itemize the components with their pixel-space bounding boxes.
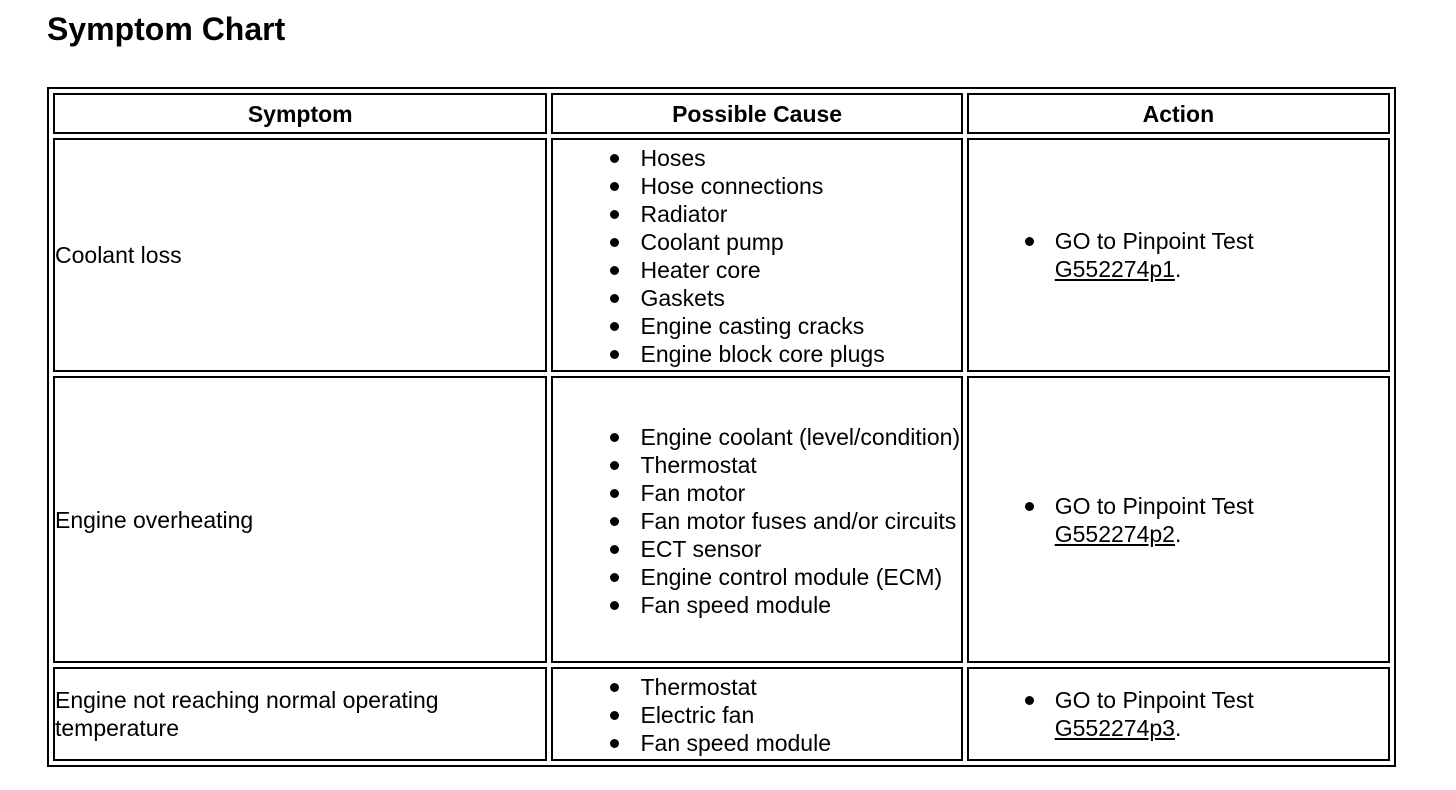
action-text: GO to Pinpoint Test [1054, 687, 1254, 713]
list-item: Fan speed module [553, 729, 960, 757]
list-item: Heater core [553, 256, 960, 284]
action-cell [967, 376, 1390, 663]
list-item: Gaskets [553, 284, 960, 312]
list-item: Fan speed module [553, 591, 960, 619]
list-item: Engine coolant (level/condition) [553, 423, 960, 451]
list-item: Engine block core plugs [553, 340, 960, 368]
action-cell [967, 138, 1390, 372]
action-text: GO to Pinpoint Test [1054, 492, 1254, 519]
action-item [969, 686, 1388, 742]
symptom-cell: Coolant loss [53, 138, 547, 372]
symptom-chart-table-wrapper [47, 87, 1396, 767]
pinpoint-test-link[interactable]: G552274p2 [1054, 520, 1175, 547]
action-suffix: . [1174, 256, 1182, 282]
list-item: Engine control module (ECM) [553, 563, 960, 591]
cause-list [553, 419, 960, 621]
action-cell [967, 667, 1390, 761]
action-suffix: . [1174, 520, 1182, 547]
list-item: Coolant pump [553, 228, 960, 256]
list-item: Fan motor [553, 479, 960, 507]
list-item: Electric fan [553, 701, 960, 729]
action-item [969, 492, 1388, 548]
table-row [53, 667, 1390, 761]
action-list [969, 686, 1388, 742]
action-list [969, 492, 1388, 548]
symptom-cell: Engine not reaching normal operating temperature [53, 667, 547, 761]
header-action: Action [967, 93, 1390, 134]
header-symptom: Symptom [53, 93, 547, 134]
cause-cell [551, 138, 962, 372]
list-item: Fan motor fuses and/or circuits [553, 507, 960, 535]
action-text: GO to Pinpoint Test [1054, 228, 1254, 254]
list-item: Thermostat [553, 673, 960, 701]
symptom-cell: Engine overheating [53, 376, 547, 663]
list-item: Engine casting cracks [553, 312, 960, 340]
header-possible-cause: Possible Cause [551, 93, 962, 134]
pinpoint-test-link[interactable]: G552274p3 [1054, 715, 1175, 741]
action-item [969, 227, 1388, 283]
list-item: Hoses [553, 144, 960, 172]
page-title: Symptom Chart [47, 11, 286, 47]
pinpoint-test-link[interactable]: G552274p1 [1054, 256, 1175, 282]
list-item: Thermostat [553, 451, 960, 479]
cause-list [553, 140, 960, 370]
cause-list [553, 669, 960, 759]
action-suffix: . [1174, 715, 1182, 741]
table-header-row [53, 93, 1390, 134]
list-item: Radiator [553, 200, 960, 228]
cause-cell [551, 667, 962, 761]
list-item: Hose connections [553, 172, 960, 200]
symptom-chart-table [47, 87, 1396, 767]
list-item: ECT sensor [553, 535, 960, 563]
table-row [53, 138, 1390, 372]
action-list [969, 227, 1388, 283]
table-row [53, 376, 1390, 663]
cause-cell [551, 376, 962, 663]
